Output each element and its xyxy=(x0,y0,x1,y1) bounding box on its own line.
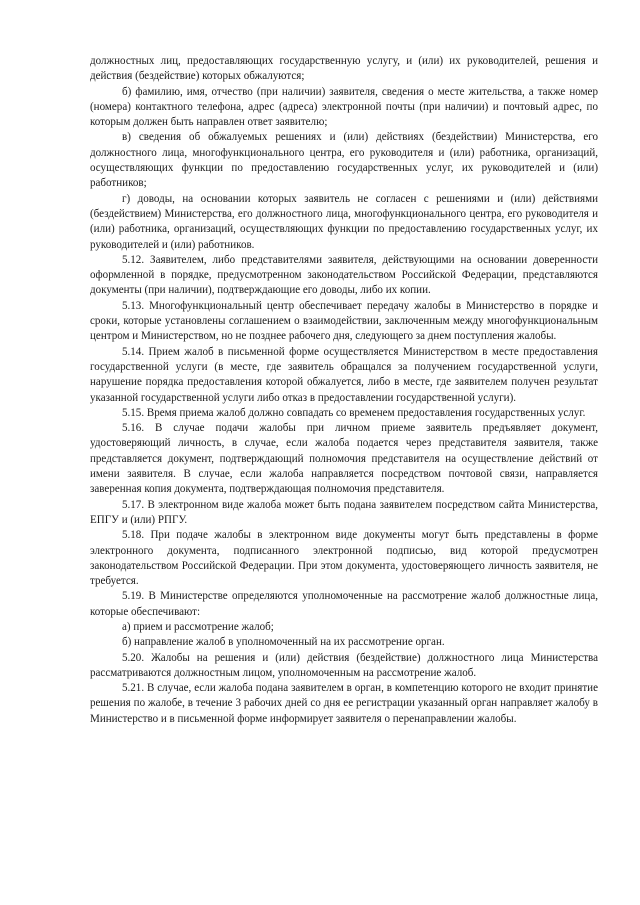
paragraph: г) доводы, на основании которых заявитель не согласен с решениями и (или) действиями (бездействием) Министерства, его должностного лица, многофункционального центра, его руководителя и (или) работника, организаций, осуществляющих функции по предоставлению государственных услуг, их руководителей и (или) работников. xyxy=(90,192,598,251)
paragraph-5-18: 5.18. При подаче жалобы в электронном виде документы могут быть представлены в форме электронного документа, подписанного электронной подписью, вид которой предусмотрен законодательством Российской Федерации. При этом документа, удостоверяющего личность заявителя, не требуется. xyxy=(90,529,598,588)
paragraph: должностных лиц, предоставляющих государственную услугу, и (или) их руководителей, решения и действия (бездействие) которых обжалуются; xyxy=(90,55,598,83)
paragraph-5-15: 5.15. Время приема жалоб должно совпадать со временем предоставления государственных услуг. xyxy=(122,406,586,419)
paragraph-5-17: 5.17. В электронном виде жалоба может быть подана заявителем посредством сайта Министерства, ЕПГУ и (или) РПГУ. xyxy=(90,498,598,526)
paragraph-5-20: 5.20. Жалобы на решения и (или) действия (бездействие) должностного лица Министерства рассматриваются должностным лицом, уполномоченным на рассмотрение жалоб. xyxy=(90,651,598,679)
paragraph-5-12: 5.12. Заявителем, либо представителями заявителя, действующими на основании доверенности оформленной в порядке, предусмотренном законодательством Российской Федерации, представляются документы (при наличии), подтверждающие его доводы, либо их копии. xyxy=(90,253,598,297)
paragraph-5-16: 5.16. В случае подачи жалобы при личном приеме заявитель предъявляет документ, удостоверяющий личность, в случае, если жалоба подается через представителя заявителя, также представляется документ, подтверждающий полномочия представителя на осуществление действий от имени заявителя. В случае, если жалоба направляется посредством почтовой связи, направляется заверенная копия документа, подтверждающая полномочия представителя. xyxy=(90,422,598,496)
paragraph-5-21: 5.21. В случае, если жалоба подана заявителем в орган, в компетенцию которого не входит принятие решения по жалобе, в течение 3 рабочих дней со дня ее регистрации указанный орган направляет жалобу в Министерство и в письменной форме информирует заявителя о перенаправлении жалобы. xyxy=(90,682,598,725)
list-item: б) направление жалоб в уполномоченный на их рассмотрение орган. xyxy=(122,636,445,649)
paragraph: в) сведения об обжалуемых решениях и (или) действиях (бездействии) Министерства, его должностного лица, многофункционального центра, его руководителя и (или) работника, организаций, осуществляющих функции по предоставлению государственных услуг, их руководителей и (или) работников; xyxy=(90,131,598,190)
list-item: а) прием и рассмотрение жалоб; xyxy=(122,620,274,633)
paragraph-5-14: 5.14. Прием жалоб в письменной форме осуществляется Министерством в месте предоставления государственной услуги (в месте, где заявитель обращался за получением государственной услуги, нарушение порядка предоставления которой обжалуется, либо в месте, где заявителем получен результат указанной государственной услуги либо отказ в предоставлении государственной услуги). xyxy=(90,345,598,404)
paragraph: б) фамилию, имя, отчество (при наличии) заявителя, сведения о месте жительства, а также номер (номера) контактного телефона, адрес (адреса) электронной почты (при наличии) и почтовый адрес, по которым должен быть направлен ответ заявителю; xyxy=(90,85,598,129)
paragraph-5-13: 5.13. Многофункциональный центр обеспечивает передачу жалобы в Министерство в порядке и сроки, которые установлены соглашением о взаимодействии, заключенным между многофункциональным центром и Министерством, но не позднее рабочего дня, следующего за днем поступления жалобы. xyxy=(90,299,598,343)
paragraph-5-19: 5.19. В Министерстве определяются уполномоченные на рассмотрение жалоб должностные лица, которые обеспечивают: xyxy=(90,590,598,618)
document-page xyxy=(90,54,598,727)
